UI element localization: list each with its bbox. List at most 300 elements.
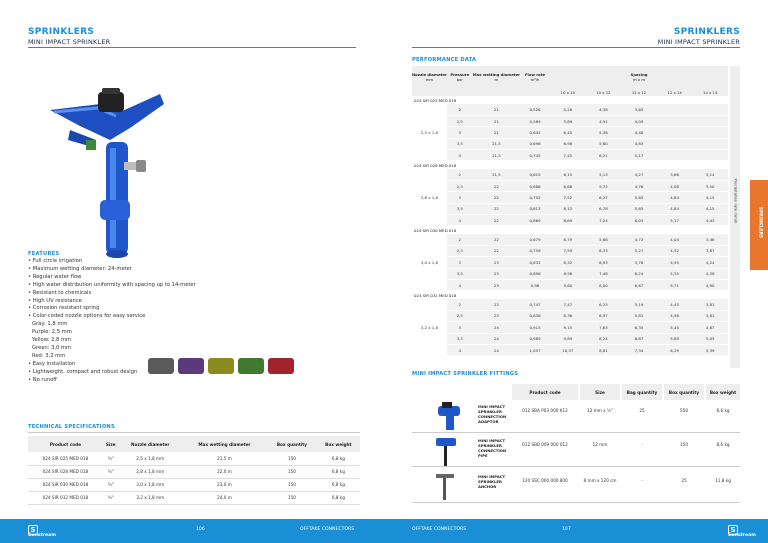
table-cell: 22 — [473, 180, 520, 191]
table-cell: 3,81 — [692, 310, 728, 321]
table-cell: 5,13 — [586, 169, 622, 180]
feature-subitem: Purple: 2,5 mm — [32, 329, 72, 336]
table-row — [412, 333, 728, 344]
table-cell: 6,23 — [586, 299, 622, 310]
table-cell: 3,0 x 1,8 mm — [119, 478, 182, 491]
table-cell — [692, 115, 728, 126]
feature-item: • Resistant to chemicals — [28, 289, 92, 296]
spacing-header: 10 x 12 — [586, 88, 622, 96]
fittings-col-header: Box quantity — [664, 384, 704, 400]
table-cell: 21,5 — [473, 138, 520, 149]
table-cell: 0,526 — [520, 104, 550, 115]
table-cell: 5,80 — [586, 138, 622, 149]
spacing-header: 14 x 14 — [692, 88, 728, 96]
group-code: 024 SIR 028 MED 018 — [414, 162, 457, 168]
table-cell: 0,898 — [520, 268, 550, 279]
table-cell: 4,08 — [657, 180, 693, 191]
fittings-col-header: Box weight — [706, 384, 740, 400]
table-cell: 5,05 — [692, 333, 728, 344]
table-cell: 8,98 — [550, 268, 586, 279]
table-cell: 5,45 — [657, 322, 693, 333]
table-cell: 5,26 — [550, 104, 586, 115]
table-cell: 21 — [473, 127, 520, 138]
table-row — [412, 203, 728, 214]
table-cell: 4,98 — [657, 310, 693, 321]
table-cell: 2,5 x 1,8 mm — [119, 452, 182, 465]
tech-col-header: Max wetting diameter — [182, 436, 267, 452]
nozzle-cell: 2,5 x 1,8 — [412, 127, 447, 138]
table-cell: 2,5 — [447, 245, 473, 256]
nozzle-cap-swatch — [238, 358, 264, 374]
table-row — [412, 257, 728, 268]
nozzle-cell — [412, 234, 447, 245]
table-cell: 3,50 — [692, 180, 728, 191]
feature-subitem: Gray: 1,8 mm — [32, 321, 68, 328]
table-row — [412, 310, 728, 321]
table-cell: 3,5 — [447, 138, 473, 149]
table-cell: 6,15 — [550, 169, 586, 180]
fitting-name: MINI IMPACT SPRINKLER CONNECTION ADAPTOR — [478, 404, 507, 424]
table-row — [412, 169, 728, 180]
footer-bar — [384, 519, 768, 543]
table-cell: 5,66 — [586, 234, 622, 245]
table-cell: 23 — [473, 268, 520, 279]
table-cell: 5,89 — [550, 115, 586, 126]
table-cell: 6,21 — [586, 150, 622, 161]
table-cell: 150 — [267, 452, 317, 465]
table-cell: 2 — [447, 299, 473, 310]
fitting-bag: 25 — [639, 408, 645, 413]
table-cell: 3 — [447, 127, 473, 138]
table-cell: 5,27 — [621, 245, 657, 256]
table-cell: 0,747 — [520, 299, 550, 310]
table-cell: 2 — [447, 234, 473, 245]
table-cell: 0,832 — [520, 257, 550, 268]
group-header-row — [412, 226, 728, 234]
tech-col-header: Box quantity — [267, 436, 317, 452]
table-cell: 5,65 — [621, 203, 657, 214]
nozzle-cell — [412, 180, 447, 191]
table-row — [412, 180, 728, 191]
table-cell: 24 — [473, 333, 520, 344]
fitting-code: 012 SBA P03 000 K12 — [522, 408, 568, 413]
footer-bar — [0, 519, 384, 543]
table-cell: 23 — [473, 299, 520, 310]
table-cell — [692, 104, 728, 115]
nozzle-cell: 2,8 x 1,8 — [412, 192, 447, 203]
table-cell: 0,915 — [520, 322, 550, 333]
table-cell: 2,5 — [447, 310, 473, 321]
table-cell: 22 — [473, 234, 520, 245]
table-cell — [692, 127, 728, 138]
tech-col-header: Size — [103, 436, 119, 452]
table-cell — [692, 150, 728, 161]
fitting-size: 12 mm x ½" — [587, 408, 613, 413]
table-cell: 150 — [267, 491, 317, 504]
page-number: 107 — [562, 527, 571, 532]
table-cell: 0,679 — [520, 234, 550, 245]
table-cell: 9,15 — [550, 322, 586, 333]
table-cell: 6,8 kg — [317, 452, 360, 465]
table-row — [28, 465, 360, 478]
table-cell: 5,17 — [621, 150, 657, 161]
table-cell: 3,5 — [447, 333, 473, 344]
table-cell: 6,33 — [586, 245, 622, 256]
nozzle-cell — [412, 279, 447, 290]
table-row — [412, 192, 728, 203]
table-row — [412, 215, 728, 226]
table-cell: 22,0 m — [182, 465, 267, 478]
table-cell: 3,5 — [447, 268, 473, 279]
nozzle-cap-swatch — [178, 358, 204, 374]
table-cell: 5,72 — [586, 180, 622, 191]
table-cell: 3,2 x 1,8 mm — [119, 491, 182, 504]
table-cell: 5,38 — [586, 127, 622, 138]
table-cell: 6,24 — [621, 268, 657, 279]
table-cell: 4,04 — [657, 234, 693, 245]
table-cell: 8,00 — [586, 279, 622, 290]
table-cell: 024 SIR 025 MED 018 — [28, 452, 103, 465]
table-cell: 6,87 — [621, 333, 657, 344]
fitting-divider — [412, 432, 740, 433]
nozzle-cap-swatch — [148, 358, 174, 374]
table-cell: 6,79 — [550, 234, 586, 245]
table-cell: 6,27 — [586, 192, 622, 203]
fitting-box: 550 — [680, 408, 688, 413]
table-cell: 6,8 kg — [317, 465, 360, 478]
fitting-code: 120 SSC 000 000 800 — [522, 478, 568, 483]
table-cell: 5,19 — [621, 299, 657, 310]
tech-col-header: Product code — [28, 436, 103, 452]
table-cell: 2,5 — [447, 180, 473, 191]
table-row — [412, 279, 728, 290]
table-cell: 3 — [447, 322, 473, 333]
fitting-image — [428, 472, 468, 502]
table-cell: 22 — [473, 203, 520, 214]
table-cell: 4,72 — [621, 234, 657, 245]
table-cell: 4,83 — [621, 138, 657, 149]
table-cell — [657, 104, 693, 115]
table-cell: 4,58 — [692, 268, 728, 279]
table-cell: 3,87 — [692, 245, 728, 256]
tech-specs-title: TECHNICAL SPECIFICATIONS — [28, 424, 115, 430]
page-subtitle: MINI IMPACT SPRINKLER — [28, 38, 111, 46]
table-cell: 8,24 — [586, 333, 622, 344]
performance-table — [412, 66, 728, 356]
col-flow: Flow rate m³/h — [520, 66, 550, 88]
table-cell: 4,52 — [657, 245, 693, 256]
tech-col-header: Nozzle diameter — [119, 436, 182, 452]
table-cell: 6,97 — [586, 310, 622, 321]
table-cell: 7,59 — [550, 245, 586, 256]
feature-item: • Corrosion resistant spring — [28, 305, 100, 312]
table-cell: 8,36 — [550, 310, 586, 321]
table-row — [412, 127, 728, 138]
table-cell: 4,48 — [621, 127, 657, 138]
fitting-bag: - — [641, 442, 643, 447]
table-cell: 5,81 — [621, 310, 657, 321]
table-cell: 4,24 — [692, 257, 728, 268]
table-cell: ¾" — [103, 478, 119, 491]
table-row — [28, 478, 360, 491]
table-cell: 0,696 — [520, 138, 550, 149]
table-cell: 5,39 — [692, 344, 728, 355]
table-cell: 9,60 — [550, 279, 586, 290]
col-pressure: Pressure bar — [447, 66, 473, 88]
table-row — [412, 150, 728, 161]
tech-col-header: Box weight — [317, 436, 360, 452]
table-cell: 22 — [473, 192, 520, 203]
fittings-title: MINI IMPACT SPRINKLER FITTINGS — [412, 371, 519, 377]
table-cell — [657, 115, 693, 126]
footer-section: OFFTAKE CONNECTORS — [300, 527, 355, 532]
table-cell: 4,67 — [692, 322, 728, 333]
nozzle-cell — [412, 203, 447, 214]
perf-title: PERFORMANCE DATA — [412, 57, 477, 63]
brand-mark-icon: S — [28, 525, 38, 535]
table-row — [412, 344, 728, 355]
group-header-row — [412, 291, 728, 299]
table-cell: 7,52 — [550, 192, 586, 203]
brand-logo: S Sunstream — [28, 526, 57, 538]
nozzle-cell — [412, 138, 447, 149]
group-code: 024 SIR 032 MED 018 — [414, 292, 457, 298]
nozzle-cell — [412, 344, 447, 355]
table-cell: 0,745 — [520, 150, 550, 161]
table-cell: 3,46 — [692, 234, 728, 245]
table-cell — [692, 138, 728, 149]
table-cell: 4,95 — [657, 257, 693, 268]
fitting-size: 12 mm — [592, 442, 608, 447]
table-cell: 0,752 — [520, 192, 550, 203]
table-cell: 8,32 — [550, 257, 586, 268]
col-nozzle: Nozzle diameter mm — [412, 66, 447, 88]
brand-mark-icon: S — [728, 525, 738, 535]
table-cell: 21,5 m — [182, 452, 267, 465]
nozzle-cell — [412, 150, 447, 161]
table-cell: 7,24 — [586, 215, 622, 226]
nozzle-cell — [412, 299, 447, 310]
brand-logo: S Sunstream — [728, 526, 757, 538]
table-cell — [657, 138, 693, 149]
table-row — [412, 245, 728, 256]
feature-subitem: Yellow: 2,8 mm — [32, 337, 72, 344]
tech-specs-rule — [28, 432, 360, 433]
spacing-header: 12 x 12 — [621, 88, 657, 96]
table-cell: 0,615 — [520, 169, 550, 180]
table-row — [412, 138, 728, 149]
table-row — [28, 452, 360, 465]
table-cell: ¾" — [103, 452, 119, 465]
spacing-header: 12 x 14 — [657, 88, 693, 96]
table-cell: 4,84 — [657, 203, 693, 214]
table-cell: 5,78 — [621, 257, 657, 268]
feature-item: • Color-coded nozzle options for easy service — [28, 313, 146, 320]
table-cell — [657, 150, 693, 161]
nozzle-cell — [412, 333, 447, 344]
table-cell: 4,09 — [621, 115, 657, 126]
table-cell: 4 — [447, 215, 473, 226]
table-cell: 24 — [473, 322, 520, 333]
table-cell: 0,589 — [520, 115, 550, 126]
nozzle-cell — [412, 169, 447, 180]
fittings-col-header: Bag quantity — [622, 384, 662, 400]
fitting-size: 8 mm x 120 cm — [583, 478, 617, 483]
table-cell: 024 SIR 028 MED 018 — [28, 465, 103, 478]
table-cell: 8,69 — [550, 215, 586, 226]
table-cell: 3,66 — [657, 169, 693, 180]
table-cell: 4,45 — [657, 299, 693, 310]
table-cell: 6,29 — [657, 344, 693, 355]
fittings-col-header: Size — [580, 384, 620, 400]
table-cell: 6,8 kg — [317, 491, 360, 504]
group-header-row — [412, 161, 728, 169]
page-subtitle: MINI IMPACT SPRINKLER — [657, 38, 740, 46]
fittings-col-header: Product code — [512, 384, 578, 400]
table-cell: 4,84 — [657, 192, 693, 203]
table-row — [412, 115, 728, 126]
table-cell: 0,836 — [520, 310, 550, 321]
feature-item: • Maximum wetting diameter: 24-meter — [28, 265, 132, 272]
table-cell: 8,81 — [586, 344, 622, 355]
group-header-row — [412, 96, 728, 104]
fitting-name: MINI IMPACT SPRINKLER ANCHOR — [478, 474, 506, 489]
fitting-bag: - — [641, 478, 643, 483]
table-cell: 150 — [267, 478, 317, 491]
table-cell: 22 — [473, 215, 520, 226]
features-title: FEATURES — [28, 251, 60, 257]
feature-item: • High UV resistance — [28, 297, 82, 304]
feature-item: • No runoff — [28, 376, 57, 383]
table-cell: 21,5 — [473, 150, 520, 161]
table-cell: 6,78 — [586, 203, 622, 214]
table-cell: 21 — [473, 104, 520, 115]
table-cell: 0,686 — [520, 180, 550, 191]
header-rule — [412, 47, 740, 48]
sprinkler-image — [40, 82, 170, 262]
table-cell: 0,759 — [520, 245, 550, 256]
table-cell: 7,34 — [621, 344, 657, 355]
nozzle-cell — [412, 215, 447, 226]
tech-specs-table — [28, 436, 360, 505]
table-cell: 3,14 — [692, 169, 728, 180]
fitting-divider — [412, 502, 740, 503]
table-cell: 024 SIR 032 MED 018 — [28, 491, 103, 504]
table-cell: 7,48 — [586, 268, 622, 279]
fitting-image — [428, 436, 468, 466]
fitting-divider — [412, 466, 740, 467]
group-code: 024 SIR 030 MED 018 — [414, 227, 457, 233]
table-cell: 3,5 — [447, 203, 473, 214]
table-cell: 4,76 — [621, 180, 657, 191]
table-cell: 10,57 — [550, 344, 586, 355]
table-cell: 0,96 — [520, 279, 550, 290]
table-cell: 3,81 — [692, 299, 728, 310]
table-cell: 7,47 — [550, 299, 586, 310]
fitting-code: 012 SBB 009 000 012 — [522, 442, 568, 447]
table-cell: 23 — [473, 257, 520, 268]
feature-subitem: Red: 3,2 mm — [32, 352, 66, 359]
table-row — [412, 299, 728, 310]
table-cell: 4,91 — [586, 115, 622, 126]
table-cell: 0,813 — [520, 203, 550, 214]
nozzle-cap-swatch — [208, 358, 234, 374]
table-cell: 23 — [473, 310, 520, 321]
table-cell: 24 — [473, 344, 520, 355]
section-tab: SPRINKLERS — [750, 180, 768, 270]
table-cell: 21 — [473, 115, 520, 126]
table-cell: ¾" — [103, 465, 119, 478]
table-cell: 4,27 — [621, 169, 657, 180]
precipitation-strip: Precipitation rate mm/h — [730, 66, 740, 368]
table-cell: 4,15 — [692, 192, 728, 203]
table-cell: 3 — [447, 192, 473, 203]
nozzle-cell — [412, 115, 447, 126]
fitting-weight: 8,6 kg — [716, 442, 730, 447]
table-cell: 21,5 — [473, 169, 520, 180]
group-code: 024 SIR 025 MED 018 — [414, 97, 457, 103]
col-wetting: Max wetting diameter m — [473, 66, 520, 88]
table-row — [412, 268, 728, 279]
table-cell: 8,13 — [550, 203, 586, 214]
table-cell: 5,35 — [657, 268, 693, 279]
table-cell: 2,8 x 1,8 mm — [119, 465, 182, 478]
nozzle-cell — [412, 310, 447, 321]
footer-section: OFFTAKE CONNECTORS — [412, 527, 467, 532]
nozzle-cap-swatch — [268, 358, 294, 374]
table-cell: 0,989 — [520, 333, 550, 344]
table-cell: 5,89 — [657, 333, 693, 344]
table-cell — [657, 127, 693, 138]
table-cell: 22 — [473, 245, 520, 256]
table-cell: 6,67 — [621, 279, 657, 290]
table-cell: 4,38 — [586, 104, 622, 115]
table-cell: 4,90 — [692, 279, 728, 290]
header-rule — [28, 47, 356, 48]
table-cell: 6,8 kg — [317, 478, 360, 491]
table-cell: 2,5 — [447, 115, 473, 126]
table-row — [412, 322, 728, 333]
table-cell: 0,645 — [520, 127, 550, 138]
table-cell: ¾" — [103, 491, 119, 504]
spacing-header: 10 x 10 — [550, 88, 586, 96]
table-cell: 23 — [473, 279, 520, 290]
table-row — [412, 234, 728, 245]
feature-subitem: Green: 3,0 mm — [32, 344, 72, 351]
table-cell: 9,89 — [550, 333, 586, 344]
table-cell: 2 — [447, 169, 473, 180]
nozzle-cell — [412, 245, 447, 256]
table-cell: 23,0 m — [182, 478, 267, 491]
fitting-name: MINI IMPACT SPRINKLER CONNECTION PIPE — [478, 438, 507, 458]
feature-item: • Regular water flow — [28, 273, 82, 280]
table-cell: 6,93 — [586, 257, 622, 268]
table-cell: 6,96 — [550, 138, 586, 149]
table-cell: 4,43 — [692, 215, 728, 226]
fitting-box: 150 — [680, 442, 688, 447]
table-cell: 024 SIR 030 MED 018 — [28, 478, 103, 491]
fitting-image — [428, 402, 468, 432]
nozzle-cell — [412, 104, 447, 115]
feature-item: • Easy installation — [28, 360, 76, 367]
col-spacing: Spacing m x m — [550, 66, 728, 88]
table-cell: 24,0 m — [182, 491, 267, 504]
page-title: SPRINKLERS — [673, 27, 740, 37]
right-page — [384, 0, 768, 543]
table-cell: 5,71 — [657, 279, 693, 290]
table-cell: 7,63 — [586, 322, 622, 333]
table-cell: 4 — [447, 279, 473, 290]
